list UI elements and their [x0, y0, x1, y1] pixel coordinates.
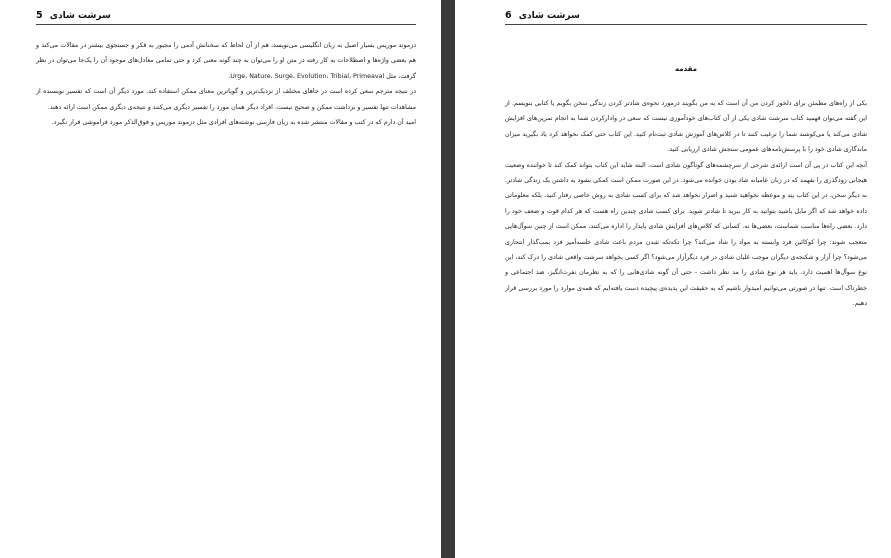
right-body-text [505, 96, 867, 312]
left-header-rule [36, 24, 416, 25]
right-page-number: 6 [505, 10, 512, 21]
left-body-text [36, 38, 416, 130]
left-paragraph-2: در نتیجه مترجم سعی کرده است در جاهای مختلف از نزدیک‌ترین و گویاترین معنای ممکن استفاده کند. مورد دیگر آن است که تفسیر نویسنده از مشاهدات تنها تفسیر و برداشت ممکن و صحیح نیست. افراد دیگر همان مورد را تفسیر دیگری می‌کنند و نتیجه‌ی دیگری ممکن است ارائه دهند. [36, 88, 416, 111]
left-page [0, 0, 441, 558]
right-paragraph-2: آنچه این کتاب در پی آن است ارائه‌ی شرحی از سرچشمه‌های گوناگون شادی است. البته شاید این کتاب بتواند کمک کند تا خواننده وضعیت هیجانی زودگذری را بفهمد که در زبان عامیانه شاد بودن خوانده می‌شود. در این صورت ممکن است کمکی بشود به داشتن یک زندگی شادتر. به دیگر سخن، در این کتاب پند و موعظه نخواهید شنید و اصرار نخواهد شد که برای کسب شادی به روش خاصی رفتار کنید، بلکه معلوماتی داده خواهد شد که اگر مایل باشید بتوانید به کار ببرید تا شادتر شوید. برای کسب شادی چندین راه هست که هر کدام قوت و ضعف خود را دارد. بعضی راه‌ها مناسب شماست، بعضی‌ها نه. کسانی که کلاس‌های افزایش شادی پایدار را اداره می‌کنند، ممکن است از چنین سوآل‌هایی متعجب شوند: چرا کوکائین فرد وابسته به مواد را شاد می‌کند؟ چرا تکه‌تکه شدن مردم باعث شادی خلسه‌آمیز فرد بمب‌گذار انتحاری می‌شود؟ چرا آزار و شکنجه‌ی دیگران موجب غلیان شادی در فرد دیگرآزار می‌شود؟ اگر کسی بخواهد سرشت واقعی شادی را درک کند، این نوع سوآل‌ها اهمیت دارد. باید هر نوع شادی را مد نظر داشت - حتی آن گونه شادی‌هایی را که به نظرمان نفرت‌انگیز، ضد اجتماعی و خطرناک است. تنها در صورتی می‌توانیم امیدوار باشیم که به حقیقت این پدیده‌ی پیچیده دست یافته‌ایم که همه‌ی موارد را مورد بررسی قرار دهیم. [505, 161, 867, 308]
right-page [455, 0, 891, 558]
right-paragraph-1: یکی از راه‌های مطمئن برای دلخور کردن من آن است که به من بگویند درمورد نحوه‌ی شادتر کردن زندگی سخن بگویم یا کتابی بنویسم. از این گفته می‌توان فهمید کتاب سرشت شادی یکی از آن کتاب‌های خودآموزی نیست که سعی در وادارکردن شما به انجام تمرین‌های افزایش شادی می‌کند یا می‌کوشند شما را ترغیب کنند تا در کلاس‌های آموزش شادی ثبت‌نام کنید. این کتاب حتی کمک نخواهد کرد یاد بگیرید میزان ماندگاری شادی خود را با پرسش‌نامه‌های عمومی سنجش شادی ارزیابی کنید. [505, 100, 867, 154]
left-page-number: 5 [36, 10, 43, 21]
right-header-rule [505, 24, 867, 25]
left-header-title: سرشت شادی [49, 11, 111, 21]
page-gutter [441, 0, 455, 558]
right-header-title: سرشت شادی [518, 11, 580, 21]
left-running-head [36, 10, 111, 21]
left-paragraph-1: دزموند موریس بسیار اصیل به زبان انگلیسی می‌نویسد، هم از آن لحاظ که سخنانش آدمی را مجبور به فکر و جستجوی بیشتر در مقالات می‌کند و هم بعضی واژه‌ها و اصطلاحات به کار رفته در متن او را می‌توان به چند گونه معنی کرد و حتی تمامی معادل‌های موجود آن را یک‌جا می‌توان در نظر گرفت، مثل Urge، Nature، Surge، Evolution، Tribial، Primeaval. [36, 42, 416, 80]
chapter-title: مقدمه [675, 65, 697, 73]
right-running-head [505, 10, 580, 21]
left-paragraph-3: امید آن دارم که در کتب و مقالات منتشر شده به زبان فارسی نوشته‌های افرادی مثل دزموند موریس و فوق‌الذکر مورد فراموشی قرار نگیرد. [51, 119, 416, 127]
